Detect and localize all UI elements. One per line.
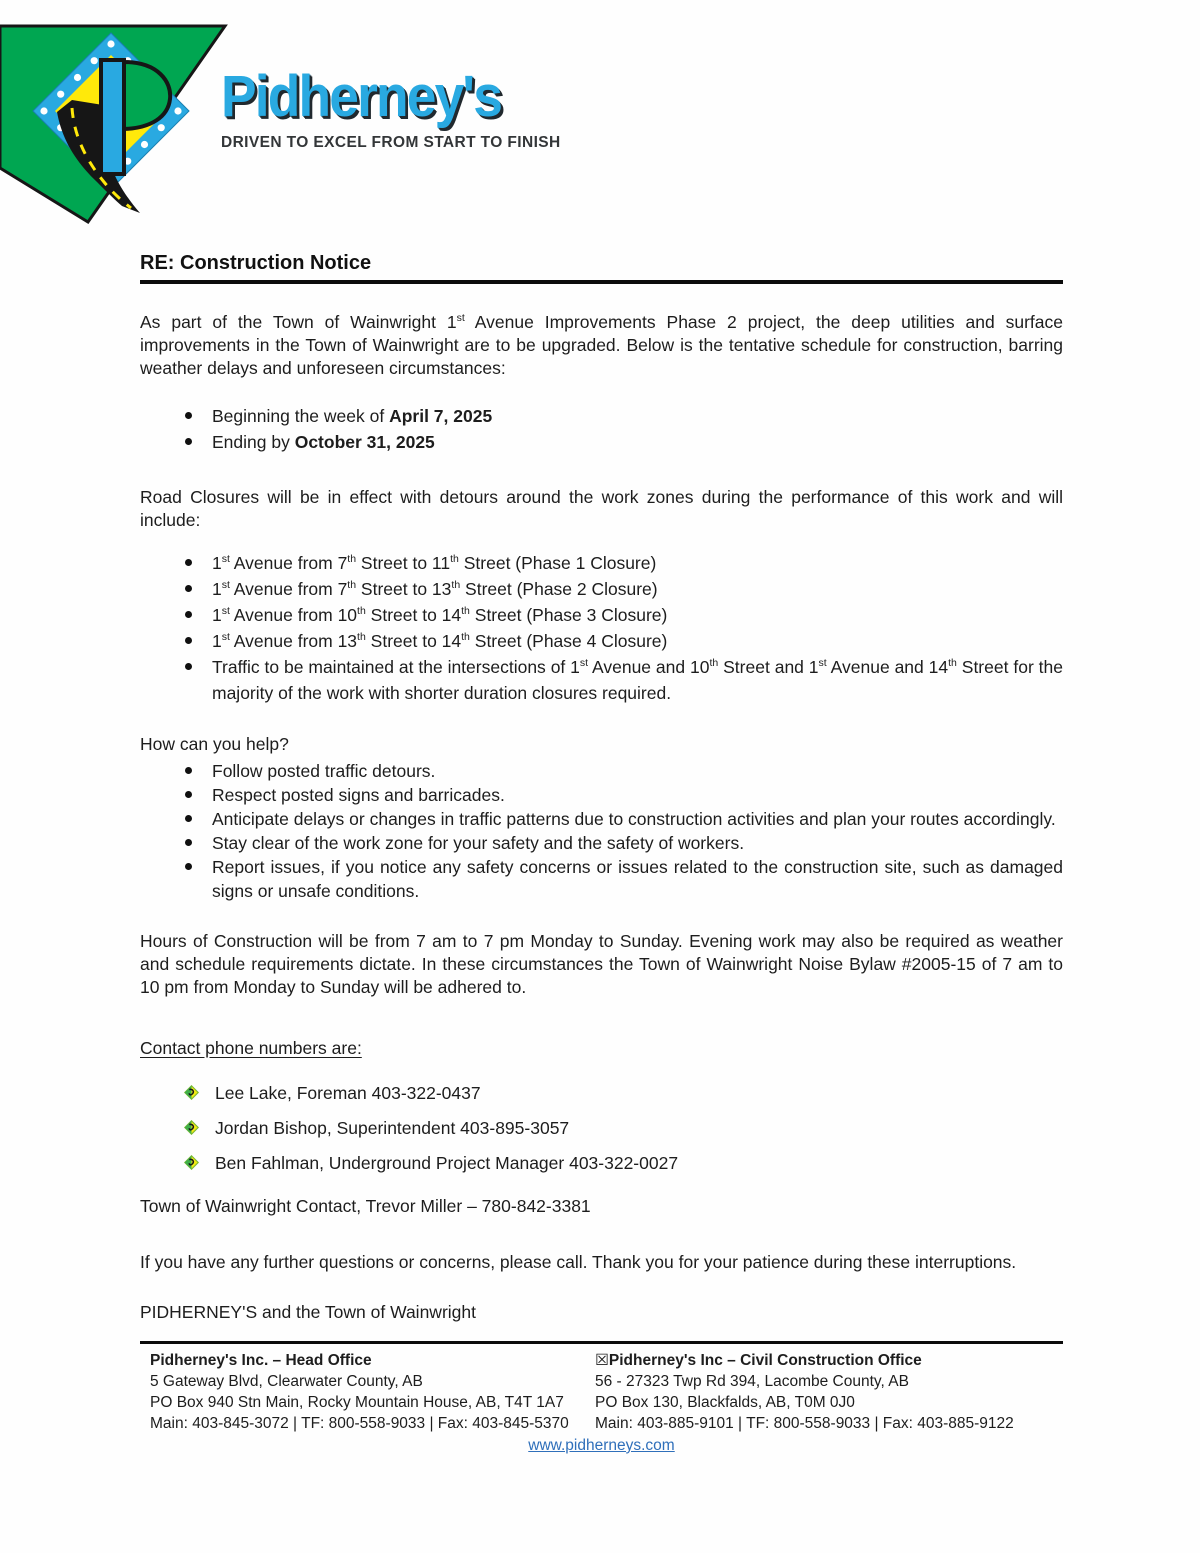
footer-civil-office-address1: 56 - 27323 Twp Rd 394, Lacombe County, AB: [595, 1373, 909, 1390]
footer-head-office-phones: Main: 403-845-3072 | TF: 800-558-9033 | Fax: 403-845-5370: [150, 1415, 569, 1432]
help-list: [140, 759, 1063, 903]
closure-item: 1st Avenue from 7th Street to 13th Street (Phase 2 Closure): [140, 576, 1063, 602]
closure-item: Traffic to be maintained at the intersections of 1st Avenue and 10th Street and 1st Avenue and 14th Street for the majority of the work with shorter duration closures required.: [140, 654, 1063, 706]
brand-tagline: DRIVEN TO EXCEL FROM START TO FINISH: [221, 134, 561, 151]
help-item: Respect posted signs and barricades.: [140, 783, 1063, 807]
schedule-item: Beginning the week of April 7, 2025: [140, 403, 1063, 429]
footer-civil-office-address2: PO Box 130, Blackfalds, AB, T0M 0J0: [595, 1394, 855, 1411]
hours-paragraph: Hours of Construction will be from 7 am to 7 pm Monday to Sunday. Evening work may also be required as weather and schedule requirements dictate. In these circumstances the Town of Wainwright Noise Bylaw #2005-15 of 7 am to 10 pm from Monday to Sunday will be adhered to.: [140, 931, 1063, 997]
contact-heading: Contact phone numbers are:: [140, 1038, 362, 1058]
footer-civil-office-title: [595, 1350, 1063, 1371]
help-item: Stay clear of the work zone for your safety and the safety of workers.: [140, 831, 1063, 855]
brand-wordmark: Pidherney's: [221, 64, 502, 129]
closing-paragraph: If you have any further questions or concerns, please call. Thank you for your patience during these interruptions.: [140, 1252, 1017, 1272]
town-contact-line: Town of Wainwright Contact, Trevor Miller – 780-842-3381: [140, 1196, 591, 1216]
contact-text: Lee Lake, Foreman 403-322-0437: [215, 1083, 481, 1103]
contact-item: [140, 1082, 1063, 1105]
intro-paragraph: As part of the Town of Wainwright 1st Avenue Improvements Phase 2 project, the deep utilities and surface improvements in the Town of Wainwright are to be upgraded. Below is the tentative schedule for construction, barring weather delays and unforeseen circumstances:: [140, 312, 1063, 378]
footer-head-office-address2: PO Box 940 Stn Main, Rocky Mountain House, AB, T4T 1A7: [150, 1394, 564, 1411]
road-closures-paragraph: Road Closures will be in effect with detours around the work zones during the performance of this work and will include:: [140, 487, 1063, 530]
contact-text: Jordan Bishop, Superintendent 403-895-3057: [215, 1118, 570, 1138]
closure-list: [140, 550, 1063, 706]
schedule-list: [140, 403, 1063, 455]
letter-body: [140, 252, 1063, 1455]
footer-website-row: [140, 1437, 1063, 1455]
notice-title: RE: Construction Notice: [140, 252, 1063, 284]
footer-head-office-address1: 5 Gateway Blvd, Clearwater County, AB: [150, 1373, 423, 1390]
closure-item: 1st Avenue from 10th Street to 14th Street (Phase 3 Closure): [140, 602, 1063, 628]
schedule-item: Ending by October 31, 2025: [140, 429, 1063, 455]
footer-civil-office-phones: Main: 403-885-9101 | TF: 800-558-9033 | Fax: 403-885-9122: [595, 1415, 1014, 1432]
help-item: Follow posted traffic detours.: [140, 759, 1063, 783]
diamond-bullet-icon: [184, 1085, 199, 1100]
help-heading: How can you help?: [140, 734, 289, 754]
footer-civil-office: [595, 1350, 1063, 1434]
website-link[interactable]: www.pidherneys.com: [528, 1437, 675, 1454]
signoff-line: PIDHERNEY'S and the Town of Wainwright: [140, 1302, 476, 1322]
help-item: Report issues, if you notice any safety concerns or issues related to the construction site, such as damaged signs or unsafe conditions.: [140, 855, 1063, 903]
contact-item: [140, 1152, 1063, 1175]
brand-block: [221, 66, 561, 152]
footer-civil-office-title-text: Pidherney's Inc – Civil Construction Office: [608, 1352, 922, 1369]
help-item: Anticipate delays or changes in traffic patterns due to construction activities and plan your routes accordingly.: [140, 807, 1063, 831]
contact-item: [140, 1117, 1063, 1140]
box-x-glyph: ☒: [595, 1352, 609, 1369]
footer-head-office-title: Pidherney's Inc. – Head Office: [150, 1352, 372, 1369]
diamond-bullet-icon: [184, 1155, 199, 1170]
contact-text: Ben Fahlman, Underground Project Manager 403-322-0027: [215, 1153, 679, 1173]
footer-head-office: [140, 1350, 595, 1434]
footer-columns: [140, 1350, 1063, 1434]
contact-list: [140, 1082, 1063, 1175]
closure-item: 1st Avenue from 7th Street to 11th Street (Phase 1 Closure): [140, 550, 1063, 576]
letterhead: [0, 0, 1200, 232]
footer: [140, 1341, 1063, 1455]
closure-item: 1st Avenue from 13th Street to 14th Street (Phase 4 Closure): [140, 628, 1063, 654]
diamond-bullet-icon: [184, 1120, 199, 1135]
